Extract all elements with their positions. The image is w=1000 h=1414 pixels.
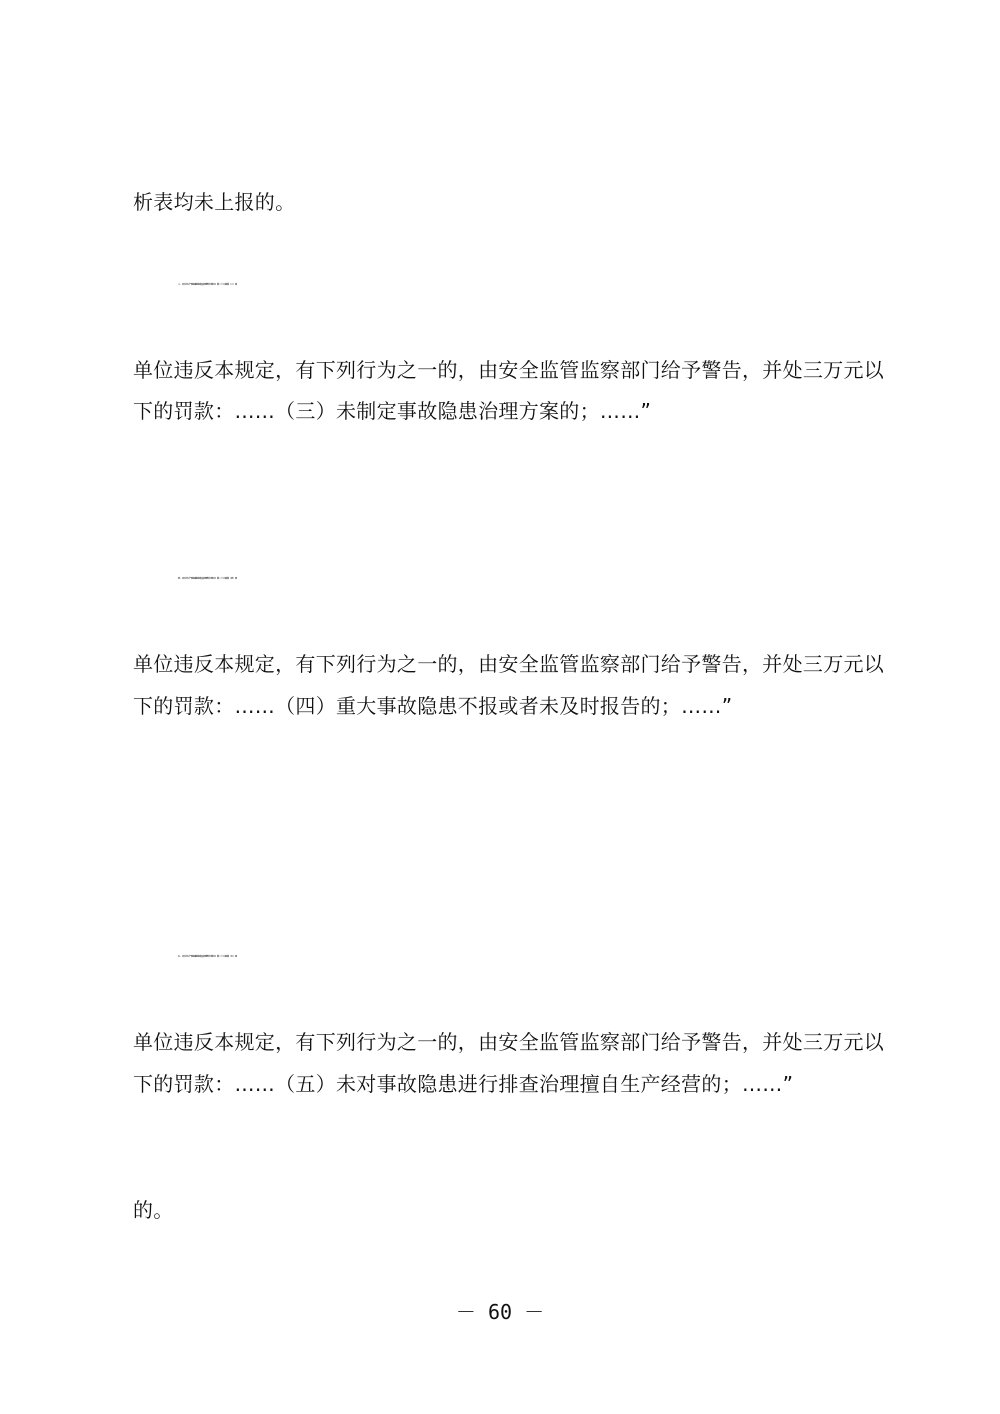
paragraph-line: 析表均未上报的。 [133,190,296,214]
paragraph-line [173,230,918,258]
paragraph-line: 单位违反本规定，有下列行为之一的，由安全监管监察部门给予警告，并处三万元以 [133,1030,885,1054]
page-number: － 60 － [455,1300,545,1324]
paragraph-line [173,860,918,888]
paragraph-line [173,901,918,929]
subsection-label [173,441,918,469]
paragraph-line [173,986,918,1014]
paragraph-line: 的。 [133,1198,174,1222]
paragraph-line [173,1154,918,1182]
paragraph-line [173,482,918,510]
section-heading: 四、《安全生产事故隐患排查治理暂行规定》第二十六条第（四）项 [178,578,238,580]
paragraph-line [173,524,918,552]
paragraph-line: 单位违反本规定，有下列行为之一的，由安全监管监察部门给予警告，并处三万元以 [133,358,885,382]
paragraph-line [173,777,918,805]
subsection-label [173,1113,918,1141]
section-heading: 三、《安全生产事故隐患排查治理暂行规定》第二十六条第（三）项 [178,284,238,286]
paragraph-line [173,818,918,846]
paragraph-line [173,314,918,342]
paragraph-line: 单位违反本规定，有下列行为之一的，由安全监管监察部门给予警告，并处三万元以 [133,652,885,676]
paragraph-line [173,608,918,636]
paragraph-line: 下的罚款：……（五）未对事故隐患进行排查治理擅自生产经营的；……” [133,1072,794,1096]
paragraph-line: 下的罚款：……（四）重大事故隐患不报或者未及时报告的；……” [133,694,733,718]
subsection-label [173,735,918,763]
paragraph-line: 下的罚款：……（三）未制定事故隐患治理方案的；……” [133,399,652,423]
section-heading: 五、《安全生产事故隐患排查治理暂行规定》第二十六条第（五）项 [178,956,238,958]
